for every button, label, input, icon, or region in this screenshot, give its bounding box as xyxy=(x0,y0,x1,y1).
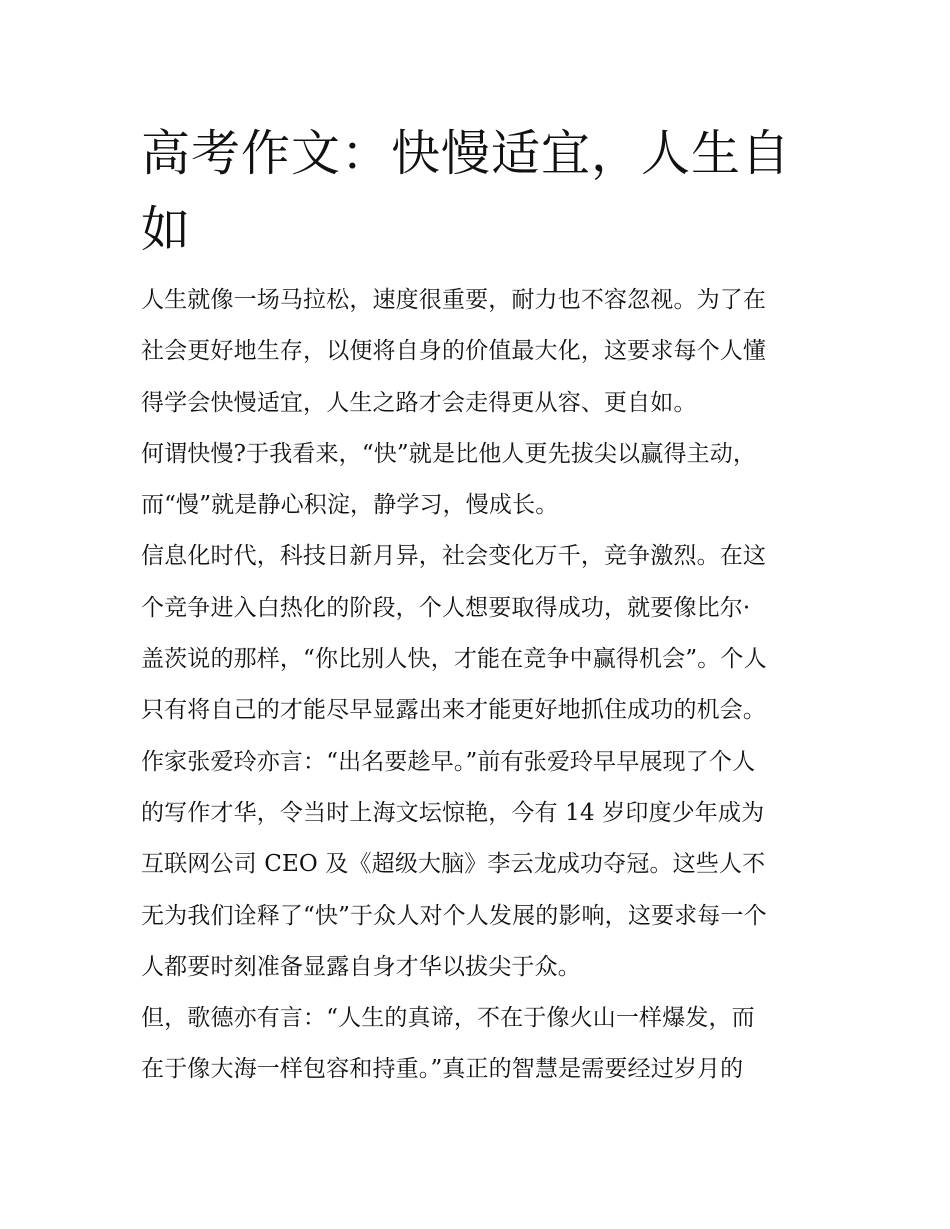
text-line: 得学会快慢适宜，人生之路才会走得更从容、更自如。 xyxy=(141,389,697,416)
text-line: 作家张爱玲亦言：“出名要趁早。”前有张爱玲早早展现了个人 xyxy=(141,748,756,775)
text-line: 何谓快慢?于我看来，“快”就是比他人更先拔尖以赢得主动， xyxy=(141,440,757,467)
text-line: 信息化时代，科技日新月异，社会变化万千，竞争激烈。在这 xyxy=(141,543,767,570)
text-line: 而“慢”就是静心积淀，静学习，慢成长。 xyxy=(141,492,559,519)
text-line: 无为我们诠释了“快”于众人对个人发展的影响，这要求每一个 xyxy=(141,902,767,929)
text-line: 但，歌德亦有言：“人生的真谛，不在于像火山一样爆发，而 xyxy=(141,1005,755,1032)
text-line: 人都要时刻准备显露自身才华以拔尖于众。 xyxy=(141,953,581,980)
text-line: 盖茨说的那样，“你比别人快，才能在竞争中赢得机会”。个人 xyxy=(141,646,767,673)
text-line: 在于像大海一样包容和持重。”真正的智慧是需要经过岁月的 xyxy=(141,1056,744,1083)
document-title: 高考作文：快慢适宜，人生自如 xyxy=(141,125,792,258)
text-line: 只有将自己的才能尽早显露出来才能更好地抓住成功的机会。 xyxy=(141,697,767,724)
text-line: 个竞争进入白热化的阶段，个人想要取得成功，就要像比尔· xyxy=(141,594,751,621)
text-line: 的写作才华，令当时上海文坛惊艳，今有 14 岁印度少年成为 xyxy=(141,799,765,826)
document-body xyxy=(141,282,821,1103)
text-line: 社会更好地生存，以便将自身的价值最大化，这要求每个人懂 xyxy=(141,338,767,365)
text-line: 人生就像一场马拉松，速度很重要，耐力也不容忽视。为了在 xyxy=(141,287,767,313)
text-line: 互联网公司 CEO 及《超级大脑》李云龙成功夺冠。这些人不 xyxy=(141,851,766,878)
